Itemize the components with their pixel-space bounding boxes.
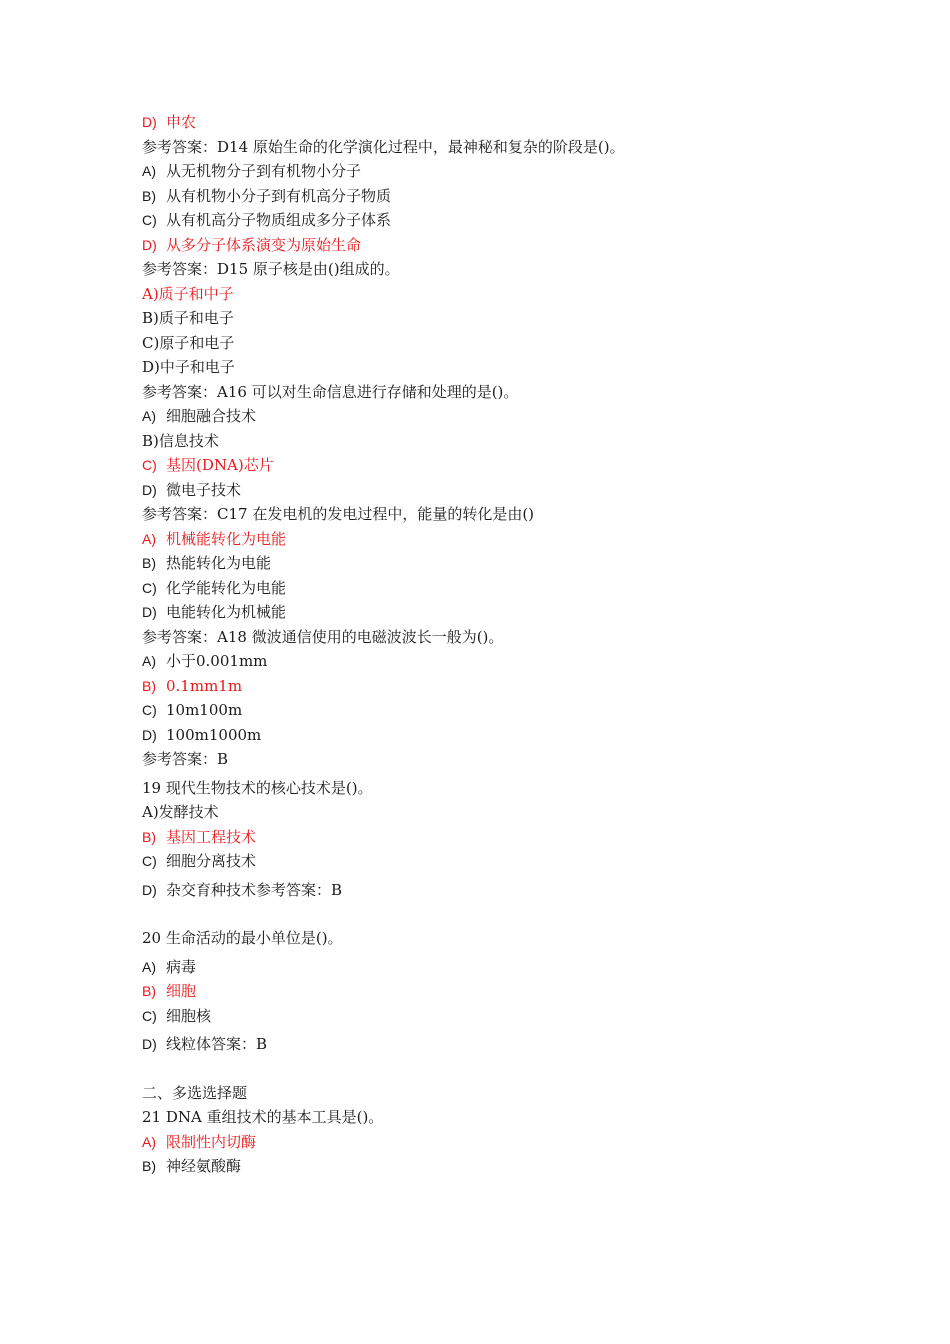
option-text: 杂交育种技术参考答案：B: [166, 880, 343, 899]
option-label: A): [142, 958, 156, 975]
question-line: 参考答案：D14 原始生命的化学演化过程中，最神秘和复杂的阶段是()。: [142, 137, 625, 156]
option-label: A): [142, 653, 156, 669]
question-line: 参考答案：C17 在发电机的发电过程中，能量的转化是由(): [142, 505, 535, 523]
answer-option: [142, 1154, 822, 1179]
question-line: 参考答案：B: [142, 750, 229, 768]
option-text: 细胞核: [166, 1006, 212, 1025]
answer-option: [142, 527, 822, 552]
option-text: 细胞分离技术: [166, 852, 257, 870]
option-text: 病毒: [166, 957, 197, 976]
spacer: [142, 1057, 822, 1081]
option-text: 热能转化为电能: [166, 554, 272, 572]
option-text: 从无机物分子到有机物小分子: [166, 162, 362, 180]
answer-option: [142, 1004, 822, 1029]
option-text: 微电子技术: [166, 480, 242, 499]
answer-option: [142, 404, 822, 429]
option-label: D): [142, 114, 157, 130]
option-text: 基因工程技术: [166, 827, 257, 846]
answer-option: [142, 723, 822, 748]
option-label: A): [142, 163, 156, 179]
option-label: C): [142, 702, 157, 718]
answer-option: [142, 184, 822, 209]
option-label: D): [142, 236, 157, 253]
answer-option: [142, 825, 822, 850]
question-line: 参考答案：A16 可以对生命信息进行存储和处理的是()。: [142, 382, 519, 401]
answer-option: [142, 159, 822, 184]
answer-option: [142, 1130, 822, 1155]
option-label: A): [142, 530, 156, 547]
option-label: C): [142, 853, 157, 869]
option-text: 限制性内切酶: [166, 1132, 257, 1151]
option-text: 神经氨酸酶: [166, 1157, 242, 1175]
answer-option: A)质子和中子: [142, 284, 234, 303]
option-text: 细胞: [166, 982, 197, 1000]
answer-option: [142, 600, 822, 625]
option-text: 基因(DNA)芯片: [166, 456, 274, 474]
option-text: 细胞融合技术: [166, 407, 257, 425]
answer-option: [142, 110, 822, 135]
option-label: C): [142, 212, 157, 228]
answer-option: [142, 698, 822, 723]
option-label: B): [142, 1158, 156, 1174]
question-line: 参考答案：D15 原子核是由()组成的。: [142, 260, 400, 278]
option-text: 100m1000m: [166, 725, 262, 744]
question-line: 20 生命活动的最小单位是()。: [142, 929, 343, 947]
option-label: D): [142, 1036, 157, 1052]
option-text: 线粒体答案：B: [166, 1035, 268, 1053]
option-label: A): [142, 1133, 156, 1150]
option-label: B): [142, 555, 156, 571]
option-text: 从多分子体系演变为原始生命: [166, 235, 362, 254]
answer-option: B)质子和电子: [142, 309, 234, 327]
answer-option: C)原子和电子: [142, 333, 235, 352]
option-label: B): [142, 983, 156, 999]
answer-option: [142, 955, 822, 980]
answer-option: [142, 979, 822, 1004]
option-label: D): [142, 481, 157, 498]
option-label: B): [142, 828, 156, 845]
answer-option: B)信息技术: [142, 431, 219, 450]
option-label: D): [142, 726, 157, 743]
question-line: 19 现代生物技术的核心技术是()。: [142, 778, 373, 797]
option-text: 从有机物小分子到有机高分子物质: [166, 186, 392, 205]
answer-option: [142, 551, 822, 576]
option-text: 从有机高分子物质组成多分子体系: [166, 211, 392, 229]
option-label: B): [142, 677, 156, 694]
option-label: B): [142, 187, 156, 204]
option-label: C): [142, 457, 157, 473]
option-text: 小于0.001mm: [166, 652, 268, 670]
option-text: 0.1mm1m: [166, 676, 243, 695]
answer-option: A)发酵技术: [142, 803, 219, 821]
spacer: [142, 902, 822, 926]
option-text: 电能转化为机械能: [166, 603, 287, 621]
answer-option: [142, 453, 822, 478]
answer-option: [142, 478, 822, 503]
question-line: 21 DNA 重组技术的基本工具是()。: [142, 1108, 384, 1126]
question-line: 参考答案：A18 微波通信使用的电磁波波长一般为()。: [142, 627, 504, 646]
answer-option: D)中子和电子: [142, 358, 235, 376]
option-label: C): [142, 1007, 157, 1024]
document-body: [142, 110, 822, 1179]
option-label: A): [142, 408, 156, 424]
answer-option: [142, 233, 822, 258]
option-label: D): [142, 881, 157, 898]
option-text: 化学能转化为电能: [166, 578, 287, 597]
question-line: 二、多选选择题: [142, 1083, 248, 1102]
answer-option: [142, 1032, 822, 1057]
answer-option: [142, 576, 822, 601]
answer-option: [142, 849, 822, 874]
option-label: C): [142, 579, 157, 596]
option-text: 10m100m: [166, 701, 243, 719]
answer-option: [142, 878, 822, 903]
answer-option: [142, 674, 822, 699]
option-label: D): [142, 604, 157, 620]
option-text: 机械能转化为电能: [166, 529, 287, 548]
option-text: 申农: [166, 113, 197, 131]
answer-option: [142, 649, 822, 674]
answer-option: [142, 208, 822, 233]
